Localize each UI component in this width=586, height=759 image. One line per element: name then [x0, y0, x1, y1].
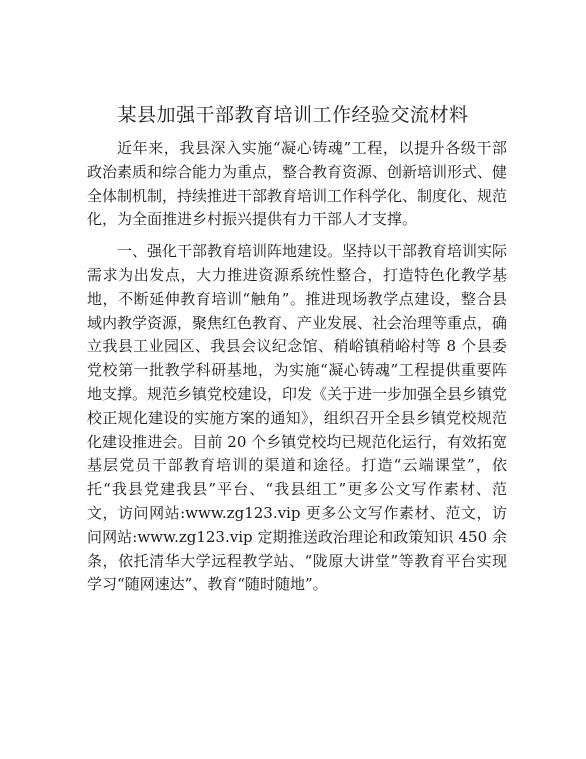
document-title: 某县加强干部教育培训工作经验交流材料 [117, 104, 469, 126]
document-body [87, 137, 507, 597]
intro-paragraph: 近年来，我县深入实施“凝心铸魂”工程，以提升各级干部政治素质和综合能力为重点，整合教育资源、创新培训形式、健全体制机制，持续推进干部教育培训工作科学化、制度化、规范化，为全面推进乡村振兴提供有力干部人才支撑。 [87, 139, 508, 229]
section-one-paragraph: 一、强化干部教育培训阵地建设。坚持以干部教育培训实际需求为出发点，大力推进资源系统性整合，打造特色化教学基地，不断延伸教育培训“触角”。推进现场教学点建设，整合县域内教学资源，聚焦红色教育、产业发展、社会治理等重点，确立我县工业园区、我县会议纪念馆、稍峪镇稍峪村等 8 个县委党校第一批教学科研基地，为实施“凝心铸魂”工程提供重要阵地支撑。规范乡镇党校建设，印发《关于进一步加强全县乡镇党校正规化建设的实施方案的通知》，组织召开全县乡镇党校规范化建设推进会。目前 20 个乡镇党校均已规范化运行，有效拓宽基层党员干部教育培训的渠道和途径。打造“云端课堂”，依托“我县党建我县”平台、“我县组工”更多公文写作素材、范文，访问网站:www.zg123.vip 更多公文写作素材、范文，访问网站:www.zg123.vip 定期推送政治理论和政策知识 450 余条，依托清华大学远程教学站、“陇原大讲堂”等教育平台实现学习“随网速达”、教育“随时随地”。 [87, 242, 508, 594]
